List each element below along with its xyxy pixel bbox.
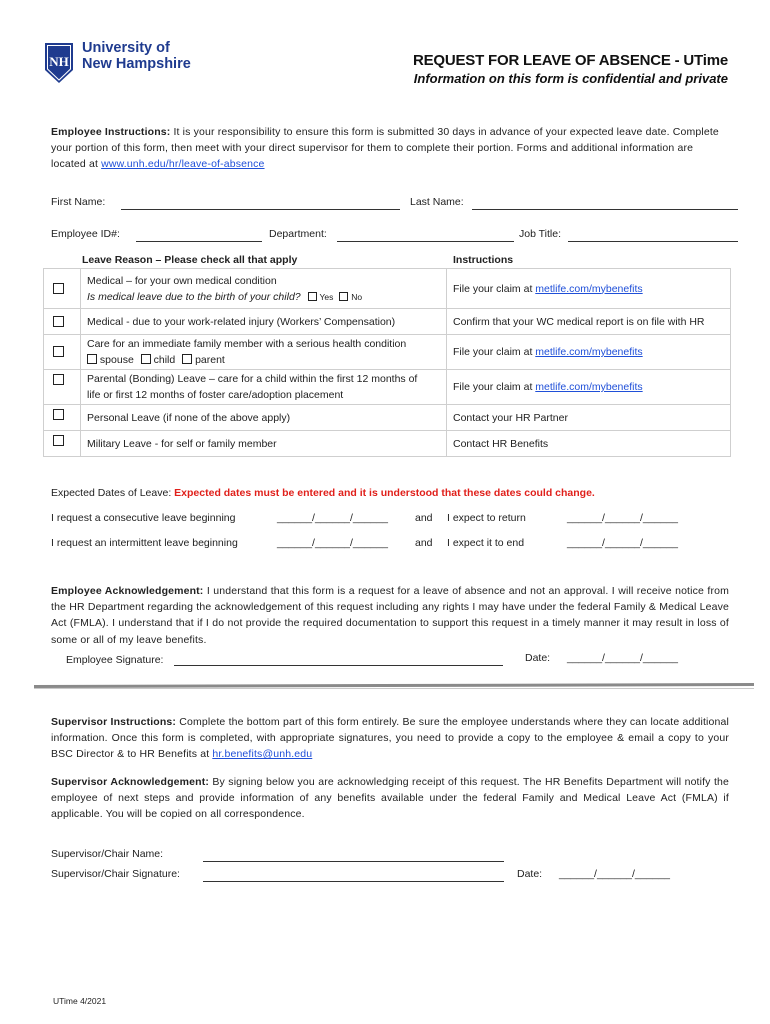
logo-line1: University of [82,40,170,56]
supervisor-ack-text: By signing below you are acknowledging receipt of this request. The HR Benefits Department will notify the employee of next steps and provide information of any benefits available under the federal Family and Medical Leave Act (FMLA) if applicable. You will be copied on all correspondence. [51,776,729,821]
expected-dates-warning: Expected dates must be entered and it is understood that these dates could change. [171,487,595,499]
supervisor-date-input[interactable]: ______/______/______ [559,868,670,880]
parental-label: Parental (Bonding) Leave – care for a child within the first 12 months of [87,373,418,385]
employee-ack-label: Employee Acknowledgement: [51,585,204,597]
child-checkbox[interactable] [141,354,151,364]
section-divider-shadow [34,688,754,689]
intermittent-start-date[interactable]: ______/______/______ [277,537,388,549]
instructions-header: Instructions [453,254,514,266]
supervisor-date-label: Date: [517,868,543,880]
end-label: I expect it to end [447,537,525,549]
supervisor-acknowledgement [51,774,729,823]
employee-id-input[interactable] [136,241,262,242]
employee-ack-text: I understand that this form is a request for a leave of absence and not an approval. I will receive notice from the HR Department regarding the acknowledgement of this request including any rights I may have under the federal Family & Medical Leave Act (FMLA). I understand that if I do not provide the required documentation to support this request in a timely manner it may result in loss of some or all of my leave benefits. [51,585,729,646]
employee-instructions [51,124,729,173]
military-leave-label: Military Leave - for self or family member [81,431,447,457]
leave-reason-header: Leave Reason – Please check all that apply [82,254,298,266]
leave-reason-table [43,268,731,457]
department-input[interactable] [337,241,514,242]
table-row [44,335,731,370]
employee-instructions-text: It is your responsibility to ensure this form is submitted 30 days in advance of your expected leave date. Complete your portion of this form, then meet with your direct supervisor for them to complete their portion. Forms and additional information are located at [51,126,719,171]
table-row [44,405,731,431]
employee-date-input[interactable]: ______/______/______ [567,652,678,664]
medical-own-checkbox[interactable] [53,283,64,294]
and-label: and [415,512,433,524]
supervisor-name-label: Supervisor/Chair Name: [51,848,164,860]
metlife-link[interactable]: metlife.com/mybenefits [535,381,643,393]
return-date[interactable]: ______/______/______ [567,512,678,524]
intermittent-leave-label: I request an intermittent leave beginning [51,537,238,549]
birth-yes-label: Yes [319,291,334,302]
supervisor-instructions [51,714,729,763]
last-name-input[interactable] [472,209,738,210]
instruction-text: Confirm that your WC medical report is on file with HR [447,309,731,335]
parental-checkbox[interactable] [53,374,64,385]
employee-signature-input[interactable] [174,665,503,666]
supervisor-signature-label: Supervisor/Chair Signature: [51,868,180,880]
supervisor-instructions-label: Supervisor Instructions: [51,716,177,728]
workers-comp-label: Medical - due to your work-related injury (Workers’ Compensation) [81,309,447,335]
form-version: UTime 4/2021 [53,996,107,1006]
employee-signature-label: Employee Signature: [66,654,164,666]
supervisor-instructions-text: Complete the bottom part of this form entirely. Be sure the employee understands where they can locate additional information. Once this form is completed, with appropriate signatures, you need to provide a copy to the employee & email a copy to your BSC Director & to HR Benefits at [51,716,729,761]
employee-id-label: Employee ID#: [51,228,120,240]
child-label: child [153,354,176,366]
military-leave-checkbox[interactable] [53,435,64,446]
parent-label: parent [195,354,225,366]
employee-date-label: Date: [525,652,551,664]
table-row [44,370,731,405]
and-label: and [415,537,433,549]
expected-dates [51,487,595,499]
family-care-label: Care for an immediate family member with a serious health condition [87,338,407,350]
employee-acknowledgement [51,583,729,648]
department-label: Department: [269,228,327,240]
logo-line2: New Hampshire [82,56,191,72]
table-row [44,431,731,457]
first-name-label: First Name: [51,196,106,208]
first-name-input[interactable] [121,209,400,210]
birth-no-checkbox[interactable] [339,292,348,301]
medical-own-label: Medical – for your own medical condition [87,274,277,287]
birth-yes-checkbox[interactable] [308,292,317,301]
instruction-text: File your claim at [453,381,536,393]
table-row [44,269,731,309]
parental-label-cont: life or first 12 months of foster care/adoption placement [87,389,344,401]
birth-question: Is medical leave due to the birth of your child? [87,290,301,303]
form-subtitle: Information on this form is confidential and private [413,71,728,86]
expected-dates-label: Expected Dates of Leave: [51,487,172,499]
instruction-text: Contact your HR Partner [447,405,731,431]
supervisor-name-input[interactable] [203,861,504,862]
logo-wordmark [82,40,191,72]
leave-of-absence-link[interactable]: www.unh.edu/hr/leave-of-absence [101,158,265,171]
metlife-link[interactable]: metlife.com/mybenefits [535,282,643,295]
family-care-checkbox[interactable] [53,346,64,357]
job-title-label: Job Title: [519,228,562,240]
logo-initials: NH [49,54,69,69]
parent-checkbox[interactable] [182,354,192,364]
return-label: I expect to return [447,512,526,524]
supervisor-ack-label: Supervisor Acknowledgement: [51,776,209,788]
instruction-text: File your claim at [453,346,536,358]
table-row [44,309,731,335]
personal-leave-label: Personal Leave (if none of the above apply) [81,405,447,431]
personal-leave-checkbox[interactable] [53,409,64,420]
spouse-checkbox[interactable] [87,354,97,364]
instruction-text: Contact HR Benefits [447,431,731,457]
supervisor-signature-input[interactable] [203,881,504,882]
job-title-input[interactable] [568,241,738,242]
consecutive-start-date[interactable]: ______/______/______ [277,512,388,524]
hr-benefits-email-link[interactable]: hr.benefits@unh.edu [212,748,313,761]
employee-instructions-label: Employee Instructions: [51,126,171,138]
end-date[interactable]: ______/______/______ [567,537,678,549]
form-title: REQUEST FOR LEAVE OF ABSENCE - UTime [412,52,728,69]
consecutive-leave-label: I request a consecutive leave beginning [51,512,236,524]
unh-shield-logo [44,42,74,84]
last-name-label: Last Name: [410,196,464,208]
metlife-link[interactable]: metlife.com/mybenefits [535,346,643,358]
spouse-label: spouse [99,354,134,366]
birth-no-label: No [351,291,363,302]
instruction-text: File your claim at [453,282,536,295]
workers-comp-checkbox[interactable] [53,316,64,327]
